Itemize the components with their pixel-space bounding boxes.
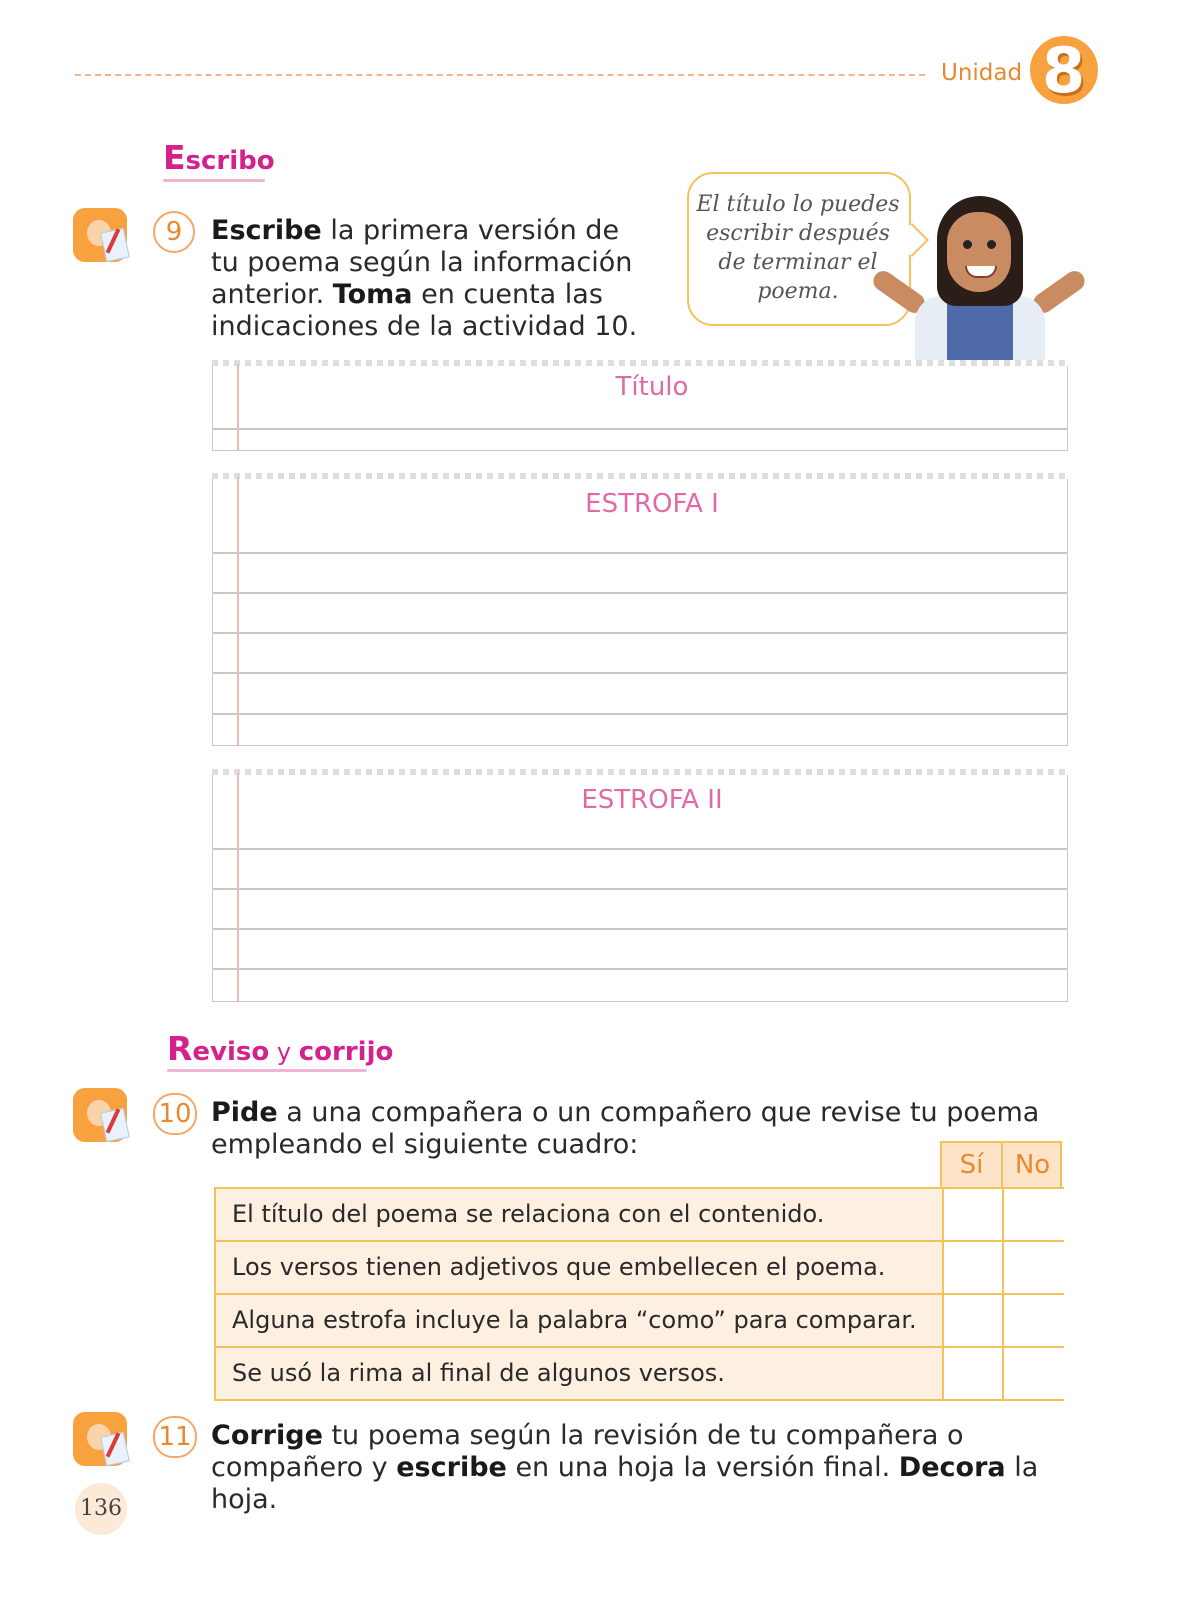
table-row bbox=[216, 1189, 1062, 1240]
no-checkbox-cell[interactable] bbox=[1002, 1242, 1064, 1293]
heading-initial: E bbox=[163, 138, 186, 177]
activity-10-instructions: Pide a una compañera o un compañero que revise tu poema empleando el siguiente cuadro: bbox=[211, 1097, 1040, 1160]
column-yes: Sí bbox=[959, 1150, 984, 1180]
title-writing-box[interactable] bbox=[212, 363, 1068, 451]
girl-illustration-apron bbox=[947, 304, 1013, 366]
review-checklist-table bbox=[214, 1187, 1064, 1401]
yes-checkbox-cell[interactable] bbox=[942, 1189, 1004, 1240]
section-heading-review: Reviso y corrijo bbox=[167, 1029, 394, 1068]
student-writing-icon bbox=[73, 1412, 127, 1466]
heading-rest: scribo bbox=[185, 146, 275, 176]
student-writing-icon bbox=[73, 208, 127, 262]
unit-number: 8 bbox=[1042, 34, 1086, 107]
activity-number-9: 9 bbox=[153, 211, 195, 253]
activity-11-instructions: Corrige tu poema según la revisión de tu compañera o compañero y escribe en una hoja la versión final. Decora la hoja. bbox=[211, 1420, 1039, 1515]
yes-checkbox-cell[interactable] bbox=[942, 1348, 1004, 1399]
table-header bbox=[940, 1141, 1062, 1187]
heading-underline bbox=[163, 179, 265, 182]
heading-underline bbox=[167, 1069, 367, 1072]
column-no: No bbox=[1014, 1150, 1051, 1180]
criterion-text: Los versos tienen adjetivos que embellecen el poema. bbox=[216, 1242, 942, 1293]
yes-checkbox-cell[interactable] bbox=[942, 1295, 1004, 1346]
yes-checkbox-cell[interactable] bbox=[942, 1242, 1004, 1293]
girl-illustration-face bbox=[947, 212, 1011, 292]
speech-bubble-text: El título lo puedes escribir después de terminar el poema. bbox=[696, 192, 900, 304]
girl-illustration-eye bbox=[963, 240, 972, 249]
no-checkbox-cell[interactable] bbox=[1002, 1189, 1064, 1240]
activity-number-11: 11 bbox=[153, 1416, 197, 1458]
section-heading-write bbox=[163, 138, 275, 177]
no-checkbox-cell[interactable] bbox=[1002, 1295, 1064, 1346]
table-row bbox=[216, 1293, 1062, 1346]
no-checkbox-cell[interactable] bbox=[1002, 1348, 1064, 1399]
table-row bbox=[216, 1346, 1062, 1399]
criterion-text: El título del poema se relaciona con el contenido. bbox=[216, 1189, 942, 1240]
activity-9-instructions: Escribe la primera versión de tu poema según la información anterior. Toma en cuenta las indicaciones de la actividad 10. bbox=[211, 215, 638, 342]
criterion-text: Se usó la rima al final de algunos versos. bbox=[216, 1348, 942, 1399]
stanza-2-label: ESTROFA II bbox=[581, 785, 723, 815]
page-number: 136 bbox=[75, 1483, 127, 1535]
stanza-2-writing-box[interactable] bbox=[212, 772, 1068, 1002]
stanza-1-label: ESTROFA I bbox=[585, 489, 719, 519]
unit-label: Unidad bbox=[941, 60, 1023, 86]
activity-number-10: 10 bbox=[153, 1093, 197, 1135]
table-row bbox=[216, 1240, 1062, 1293]
title-box-label: Título bbox=[615, 372, 689, 402]
header-dashed-rule bbox=[75, 74, 925, 76]
stanza-1-writing-box[interactable] bbox=[212, 476, 1068, 746]
students-pair-icon bbox=[73, 1088, 127, 1142]
criterion-text: Alguna estrofa incluye la palabra “como” para comparar. bbox=[216, 1295, 942, 1346]
girl-illustration-eye bbox=[987, 240, 996, 249]
